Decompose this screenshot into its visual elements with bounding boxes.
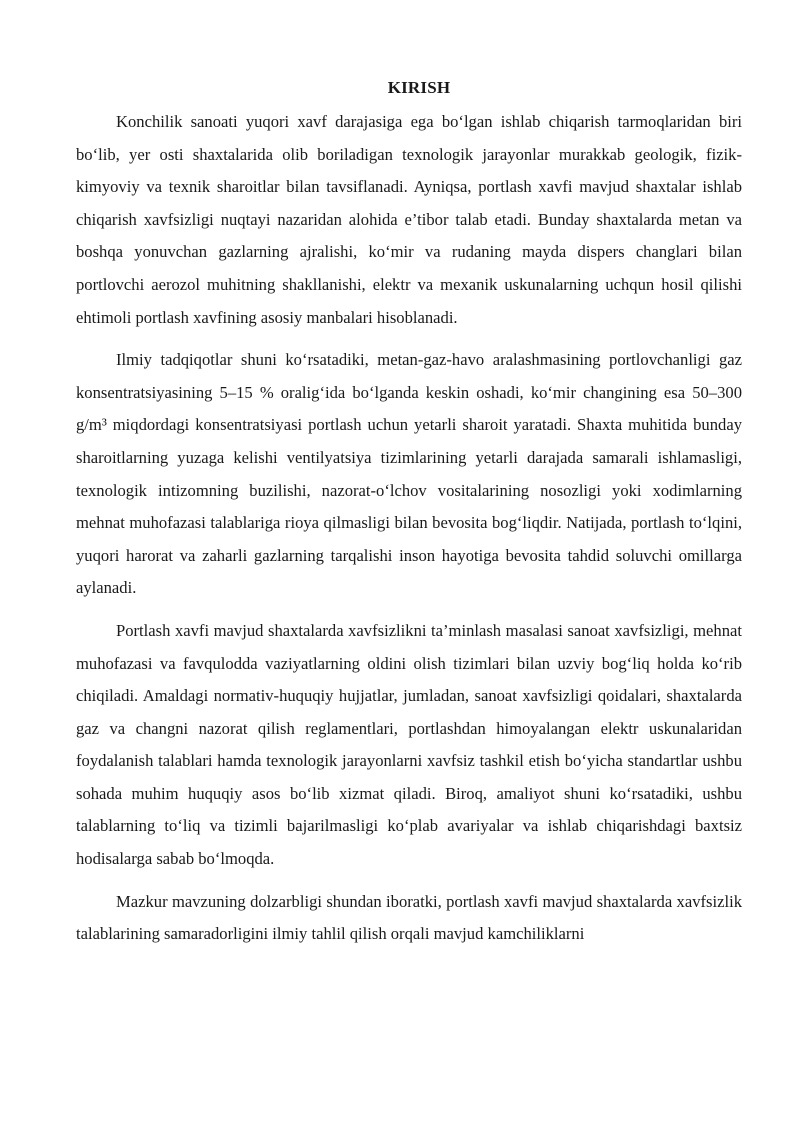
paragraph-2: Ilmiy tadqiqotlar shuni ko‘rsatadiki, metan-gaz-havo aralashmasining portlovchanligi gaz konsentratsiyasining 5–15 % oralig‘ida bo‘lganda keskin oshadi, ko‘mir changining esa 50–300 g/m³ miqdordagi konsentratsiyasi portlash uchun yetarli sharoit yaratadi. Shaxta muhitida bunday sharoitlarning yuzaga kelishi ventilyatsiya tizimlarining yetarli darajada samarali ishlamasligi, texnologik intizomning buzilishi, nazorat-o‘lchov vositalarining nosozligi yoki xodimlarning mehnat muhofazasi talablariga rioya qilmasligi bilan bevosita bog‘liqdir. Natijada, portlash to‘lqini, yuqori harorat va zaharli gazlarning tarqalishi inson hayotiga bevosita tahdid soluvchi omillarga aylanadi. bbox=[76, 350, 742, 598]
section-title: KIRISH bbox=[387, 78, 451, 97]
paragraph-3: Portlash xavfi mavjud shaxtalarda xavfsizlikni ta’minlash masalasi sanoat xavfsizligi, mehnat muhofazasi va favqulodda vaziyatlarning oldini olish tizimlari bilan uzviy bog‘liq holda ko‘rib chiqiladi. Amaldagi normativ-huquqiy hujjatlar, jumladan, sanoat xavfsizligi qoidalari, shaxtalarda gaz va changni nazorat qilish reglamentlari, portlashdan himoyalangan elektr uskunalaridan foydalanish talablari hamda texnologik jarayonlarni xavfsiz tashkil etish bo‘yicha standartlar ushbu sohada muhim huquqiy asos bo‘lib xizmat qiladi. Biroq, amaliyot shuni ko‘rsatadiki, ushbu talablarning to‘liq va tizimli bajarilmasligi ko‘plab avariyalar va ishlab chiqarishdagi baxtsiz hodisalarga sabab bo‘lmoqda. bbox=[76, 620, 742, 869]
paragraph-4: Mazkur mavzuning dolzarbligi shundan iboratki, portlash xavfi mavjud shaxtalarda xavfsizlik talablarining samaradorligini ilmiy tahlil qilish orqali mavjud kamchiliklarni bbox=[76, 891, 742, 944]
paragraph-1: Konchilik sanoati yuqori xavf darajasiga ega bo‘lgan ishlab chiqarish tarmoqlaridan biri bo‘lib, yer osti shaxtalarida olib boriladigan texnologik jarayonlar murakkab geologik, fizik-kimyoviy va texnik sharoitlar bilan tavsiflanadi. Ayniqsa, portlash xavfi mavjud shaxtalar ishlab chiqarish xavfsizligi nuqtayi nazaridan alohida e’tibor talab etadi. Bunday shaxtalarda metan va boshqa yonuvchan gazlarning ajralishi, ko‘mir va rudaning mayda dispers changlari bilan portlovchi aerozol muhitning shakllanishi, elektr va mexanik uskunalarning uchqun hosil qilishi ehtimoli portlash xavfining asosiy manbalari hisoblanadi. bbox=[76, 112, 742, 327]
